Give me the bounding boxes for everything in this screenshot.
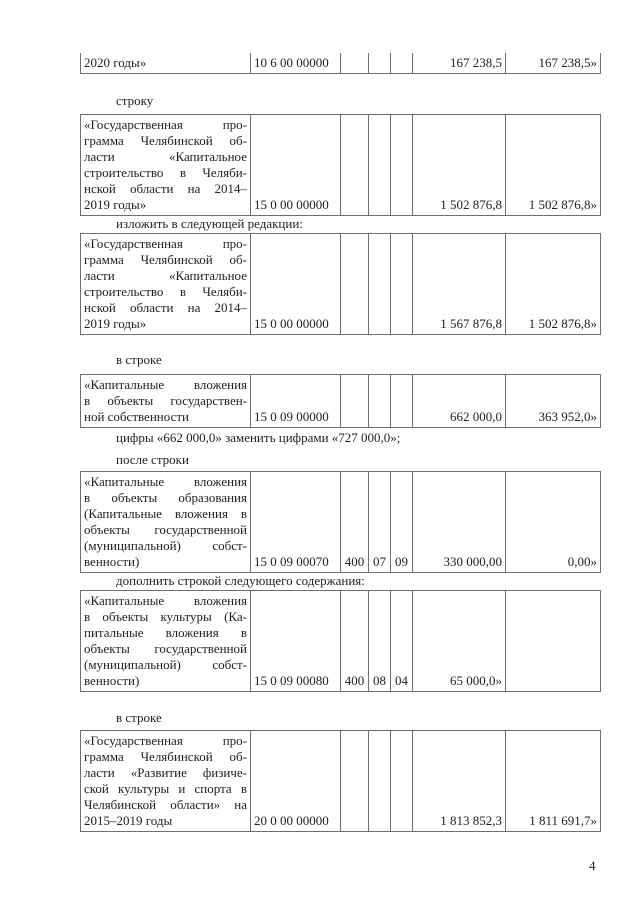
name-line: ласти «Развитие физиче-: [84, 765, 247, 780]
name-line: грамма Челябинской об-: [84, 749, 247, 764]
name-line: «Капитальные вложения: [84, 474, 247, 489]
instruction-text: строку: [116, 93, 154, 108]
target-code-cell: 15 0 00 00000: [251, 234, 341, 335]
name-line: в объекты государствен-: [84, 393, 247, 408]
name-line: ласти «Капитальное: [84, 149, 247, 164]
target-code-cell: 20 0 00 00000: [251, 731, 341, 832]
name-line: объекты государственной: [84, 522, 247, 537]
subsection-cell: [391, 375, 413, 428]
section-cell: [369, 731, 391, 832]
name-line: ласти «Капитальное: [84, 268, 247, 283]
name-line: ской культуры и спорта в: [84, 781, 247, 796]
amount-second-cell: 1 811 691,7»: [506, 731, 601, 832]
amount-second-cell: 1 502 876,8»: [506, 234, 601, 335]
expense-type-cell: 400: [341, 472, 369, 573]
program-name-cell: [81, 591, 251, 692]
target-code-cell: 15 0 09 00070: [251, 472, 341, 573]
target-code-cell: 15 0 09 00000: [251, 375, 341, 428]
name-line: строительство в Челяби-: [84, 284, 247, 299]
name-line: Челябинской области» на: [84, 797, 247, 812]
name-line: (муниципальной) собст-: [84, 657, 247, 672]
budget-row-table-2: [80, 233, 601, 335]
section-cell: [369, 53, 391, 74]
section-cell: 07: [369, 472, 391, 573]
name-line: 2020 годы»: [84, 55, 147, 70]
name-line: венности): [84, 673, 140, 688]
subsection-cell: [391, 115, 413, 216]
name-line: «Государственная про-: [84, 733, 247, 748]
amount-first-cell: 167 238,5: [413, 53, 506, 74]
program-name-cell: [81, 115, 251, 216]
amount-first-cell: 1 567 876,8: [413, 234, 506, 335]
amount-second-cell: 0,00»: [506, 472, 601, 573]
amount-first-cell: 65 000,0»: [413, 591, 506, 692]
name-line: ной собственности: [84, 409, 189, 424]
budget-row-table-4: [80, 471, 601, 573]
page-number: 4: [589, 858, 596, 873]
program-name-cell: [81, 234, 251, 335]
name-line: «Государственная про-: [84, 117, 247, 132]
expense-type-cell: 400: [341, 591, 369, 692]
subsection-cell: [391, 731, 413, 832]
instruction-text: дополнить строкой следующего содержания:: [116, 573, 365, 588]
program-name-cell: [81, 53, 251, 74]
program-name-cell: [81, 375, 251, 428]
target-code-cell: 15 0 09 00080: [251, 591, 341, 692]
expense-type-cell: [341, 731, 369, 832]
budget-row-table-6: [80, 730, 601, 832]
name-line: объекты государственной: [84, 641, 247, 656]
name-line: нской области на 2014–: [84, 181, 247, 196]
program-name-cell: [81, 731, 251, 832]
budget-row-table-0: [80, 53, 601, 74]
instruction-text: изложить в следующей редакции:: [116, 216, 303, 231]
name-line: «Государственная про-: [84, 236, 247, 251]
name-line: венности): [84, 554, 140, 569]
name-line: (муниципальной) собст-: [84, 538, 247, 553]
amount-second-cell: [506, 591, 601, 692]
name-line: строительство в Челяби-: [84, 165, 247, 180]
name-line: грамма Челябинской об-: [84, 133, 247, 148]
budget-row-table-1: [80, 114, 601, 216]
section-cell: [369, 375, 391, 428]
name-line: (Капитальные вложения в: [84, 506, 247, 521]
name-line: 2019 годы»: [84, 316, 147, 331]
subsection-cell: [391, 53, 413, 74]
section-cell: [369, 234, 391, 335]
subsection-cell: 09: [391, 472, 413, 573]
instruction-text: цифры «662 000,0» заменить цифрами «727 000,0»;: [116, 430, 401, 445]
budget-row-table-5: [80, 590, 601, 692]
amount-second-cell: 167 238,5»: [506, 53, 601, 74]
name-line: «Капитальные вложения: [84, 593, 247, 608]
name-line: питальные вложения в: [84, 625, 247, 640]
budget-row-table-3: [80, 374, 601, 428]
amount-first-cell: 1 502 876,8: [413, 115, 506, 216]
expense-type-cell: [341, 234, 369, 335]
subsection-cell: 04: [391, 591, 413, 692]
instruction-text: после строки: [116, 452, 189, 467]
expense-type-cell: [341, 53, 369, 74]
name-line: 2019 годы»: [84, 197, 147, 212]
section-cell: 08: [369, 591, 391, 692]
expense-type-cell: [341, 115, 369, 216]
program-name-cell: [81, 472, 251, 573]
name-line: грамма Челябинской об-: [84, 252, 247, 267]
instruction-text: в строке: [116, 710, 162, 725]
name-line: в объекты образования: [84, 490, 247, 505]
name-line: в объекты культуры (Ка-: [84, 609, 247, 624]
section-cell: [369, 115, 391, 216]
subsection-cell: [391, 234, 413, 335]
expense-type-cell: [341, 375, 369, 428]
amount-second-cell: 1 502 876,8»: [506, 115, 601, 216]
target-code-cell: 15 0 00 00000: [251, 115, 341, 216]
amount-first-cell: 330 000,00: [413, 472, 506, 573]
name-line: нской области на 2014–: [84, 300, 247, 315]
name-line: 2015–2019 годы: [84, 813, 173, 828]
instruction-text: в строке: [116, 352, 162, 367]
target-code-cell: 10 6 00 00000: [251, 53, 341, 74]
amount-second-cell: 363 952,0»: [506, 375, 601, 428]
name-line: «Капитальные вложения: [84, 377, 247, 392]
amount-first-cell: 662 000,0: [413, 375, 506, 428]
amount-first-cell: 1 813 852,3: [413, 731, 506, 832]
